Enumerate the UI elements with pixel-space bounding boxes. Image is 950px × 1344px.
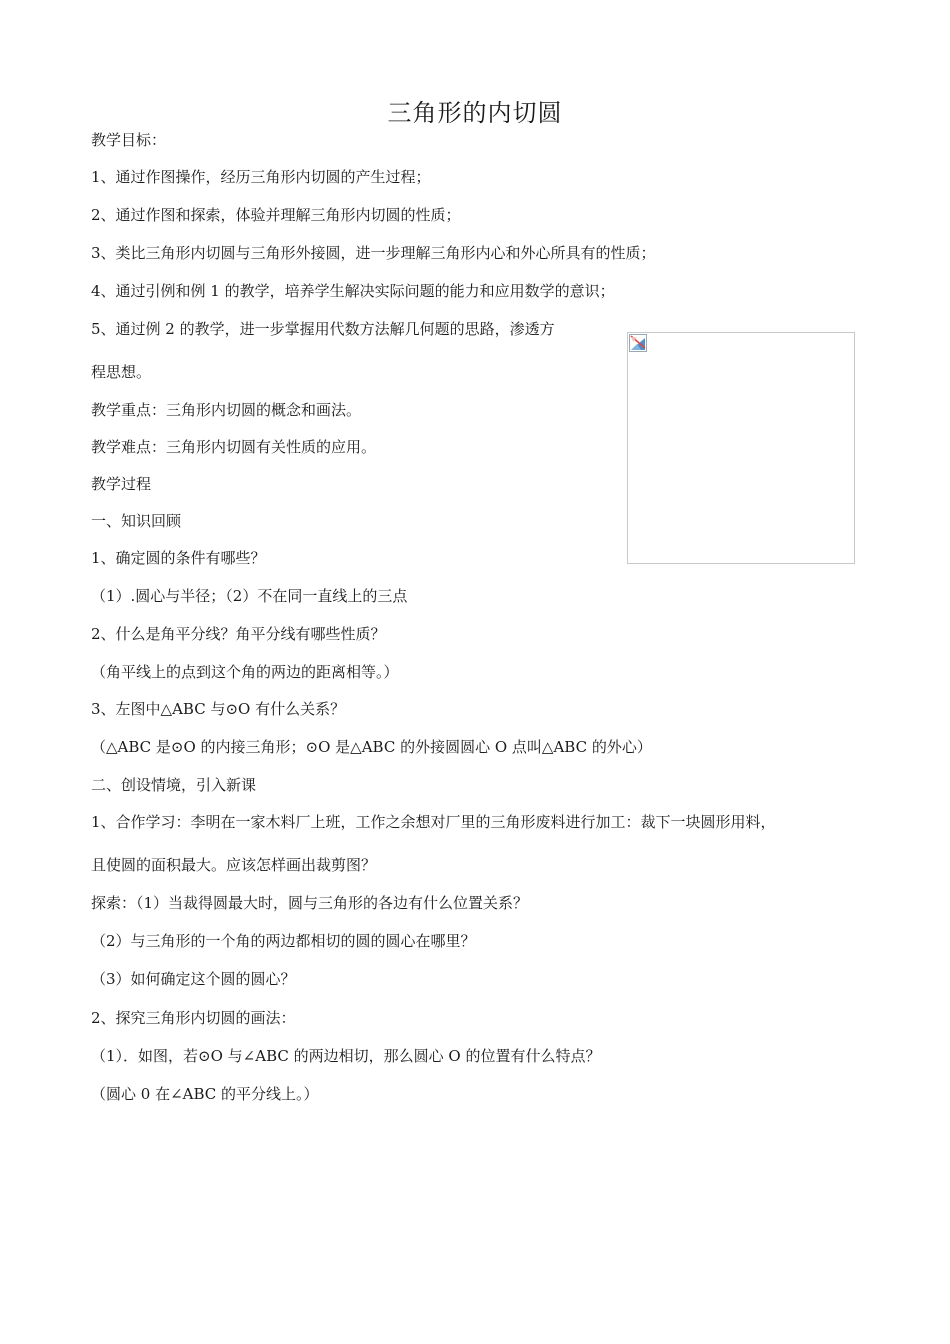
document-title: 三角形的内切圆 bbox=[387, 99, 563, 127]
text-line-question-2: 2、什么是角平分线？角平分线有哪些性质？ bbox=[91, 625, 386, 643]
text-line-drawing-answer: （圆心 0 在∠ABC 的平分线上。） bbox=[91, 1085, 319, 1103]
text-line-drawing-method: 2、探究三角形内切圆的画法： bbox=[91, 1009, 296, 1027]
text-line-key-point: 教学重点：三角形内切圆的概念和画法。 bbox=[91, 401, 362, 419]
text-line-explore-1: 探索：（1）当裁得圆最大时，圆与三角形的各边有什么位置关系？ bbox=[91, 894, 529, 912]
text-line-objectives-heading: 教学目标： bbox=[91, 131, 167, 149]
text-line-explore-3: （3）如何确定这个圆的圆心？ bbox=[91, 970, 296, 988]
text-line-process-heading: 教学过程 bbox=[91, 475, 152, 493]
text-line-objective-5-cont: 程思想。 bbox=[91, 363, 152, 381]
text-line-cooperative-learning-cont: 且使圆的面积最大。应该怎样画出裁剪图？ bbox=[91, 856, 377, 874]
text-line-objective-2: 2、通过作图和探索，体验并理解三角形内切圆的性质； bbox=[91, 206, 461, 224]
text-line-drawing-question: （1）．如图，若⊙O 与∠ABC 的两边相切，那么圆心 O 的位置有什么特点？ bbox=[91, 1047, 601, 1065]
text-line-section-1-heading: 一、知识回顾 bbox=[91, 512, 182, 530]
text-line-objective-3: 3、类比三角形内切圆与三角形外接圆，进一步理解三角形内心和外心所具有的性质； bbox=[91, 244, 656, 262]
text-line-objective-1: 1、通过作图操作，经历三角形内切圆的产生过程； bbox=[91, 168, 431, 186]
text-line-answer-2: （角平线上的点到这个角的两边的距离相等。） bbox=[91, 663, 399, 681]
text-line-answer-1: （1）.圆心与半径；（2）不在同一直线上的三点 bbox=[91, 587, 408, 605]
text-line-question-3: 3、左图中△ABC 与⊙O 有什么关系？ bbox=[91, 700, 346, 718]
text-line-explore-2: （2）与三角形的一个角的两边都相切的圆的圆心在哪里？ bbox=[91, 932, 476, 950]
broken-image-icon bbox=[629, 334, 647, 352]
text-line-objective-5: 5、通过例 2 的教学，进一步掌握用代数方法解几何题的思路，渗透方 bbox=[91, 320, 555, 338]
text-line-difficulty: 教学难点：三角形内切圆有关性质的应用。 bbox=[91, 438, 377, 456]
text-line-section-2-heading: 二、创设情境，引入新课 bbox=[91, 776, 257, 794]
text-line-answer-3: （△ABC 是⊙O 的内接三角形；⊙O 是△ABC 的外接圆圆心 O 点叫△ABC 的外心） bbox=[91, 738, 652, 756]
figure-image-placeholder bbox=[627, 332, 855, 564]
text-line-objective-4: 4、通过引例和例 1 的教学，培养学生解决实际问题的能力和应用数学的意识； bbox=[91, 282, 615, 300]
text-line-cooperative-learning: 1、合作学习：李明在一家木料厂上班，工作之余想对厂里的三角形废料进行加工：裁下一块圆形用料， bbox=[91, 813, 776, 831]
text-line-question-1: 1、确定圆的条件有哪些？ bbox=[91, 549, 266, 567]
